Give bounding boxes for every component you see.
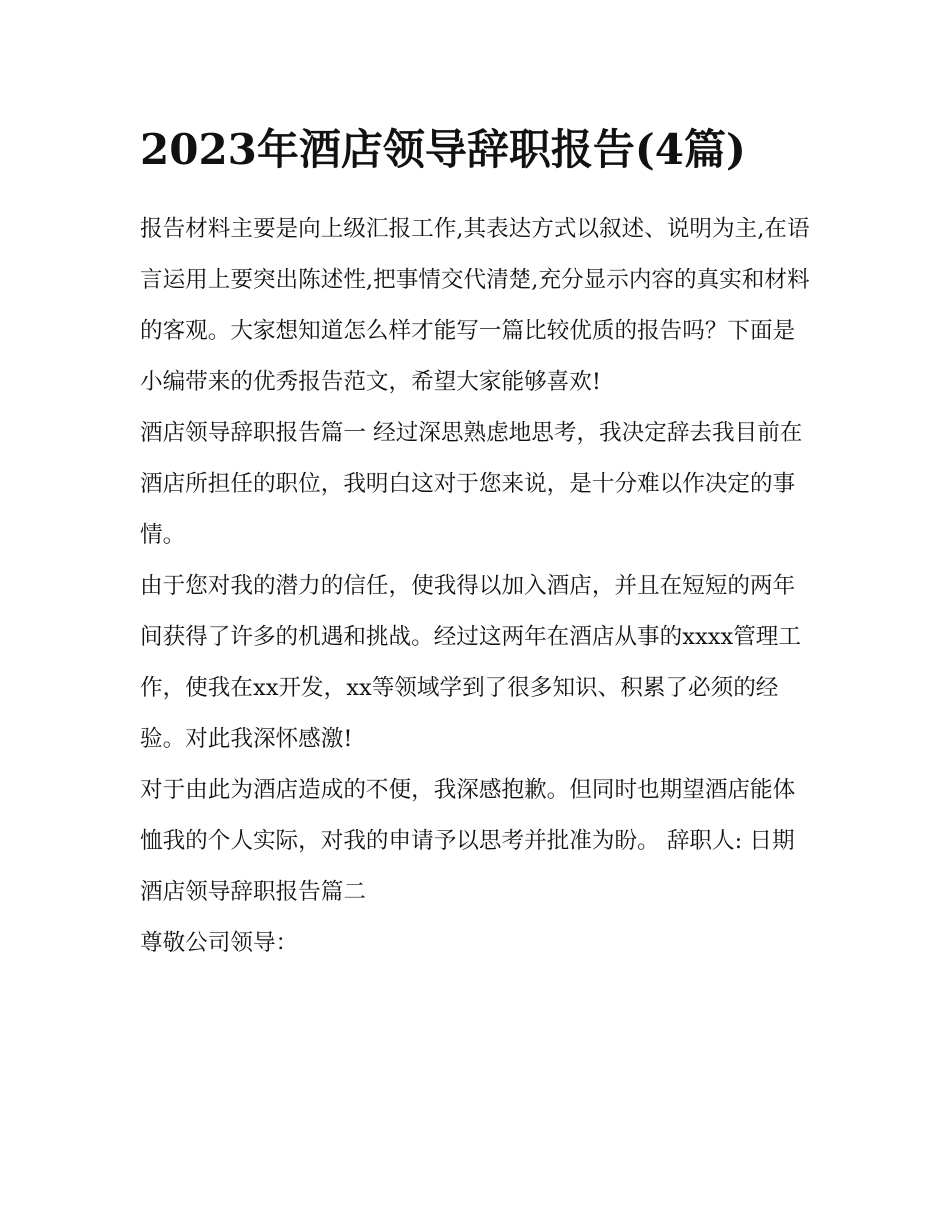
paragraph-report-one-opening: 酒店领导辞职报告篇一 经过深思熟虑地思考，我决定辞去我目前在酒店所担任的职位，我明白这对于您来说，是十分难以作决定的事情。 <box>140 420 803 548</box>
document-title: 2023年酒店领导辞职报告(4篇) <box>140 125 746 174</box>
paragraph-gratitude: 由于您对我的潜力的信任，使我得以加入酒店，并且在短短的两年间获得了许多的机遇和挑战。经过这两年在酒店从事的xxxx管理工作，使我在xx开发，xx等领域学到了很多知识、积累了必须的经验。对此我深怀感激! <box>140 573 801 752</box>
title-spacer <box>140 182 812 204</box>
document-body <box>140 118 812 969</box>
paragraph-apology: 对于由此为酒店造成的不便，我深感抱歉。但同时也期望酒店能体恤我的个人实际，对我的申请予以思考并批准为盼。 辞职人: 日期 酒店领导辞职报告篇二 <box>140 777 796 905</box>
paragraph-salutation: 尊敬公司领导： <box>140 930 299 956</box>
paragraph-intro: 报告材料主要是向上级汇报工作,其表达方式以叙述、说明为主,在语言运用上要突出陈述性,把事情交代清楚,充分显示内容的真实和材料的客观。大家想知道怎么样才能写一篇比较优质的报告吗？下面是小编带来的优秀报告范文，希望大家能够喜欢! <box>140 216 810 395</box>
